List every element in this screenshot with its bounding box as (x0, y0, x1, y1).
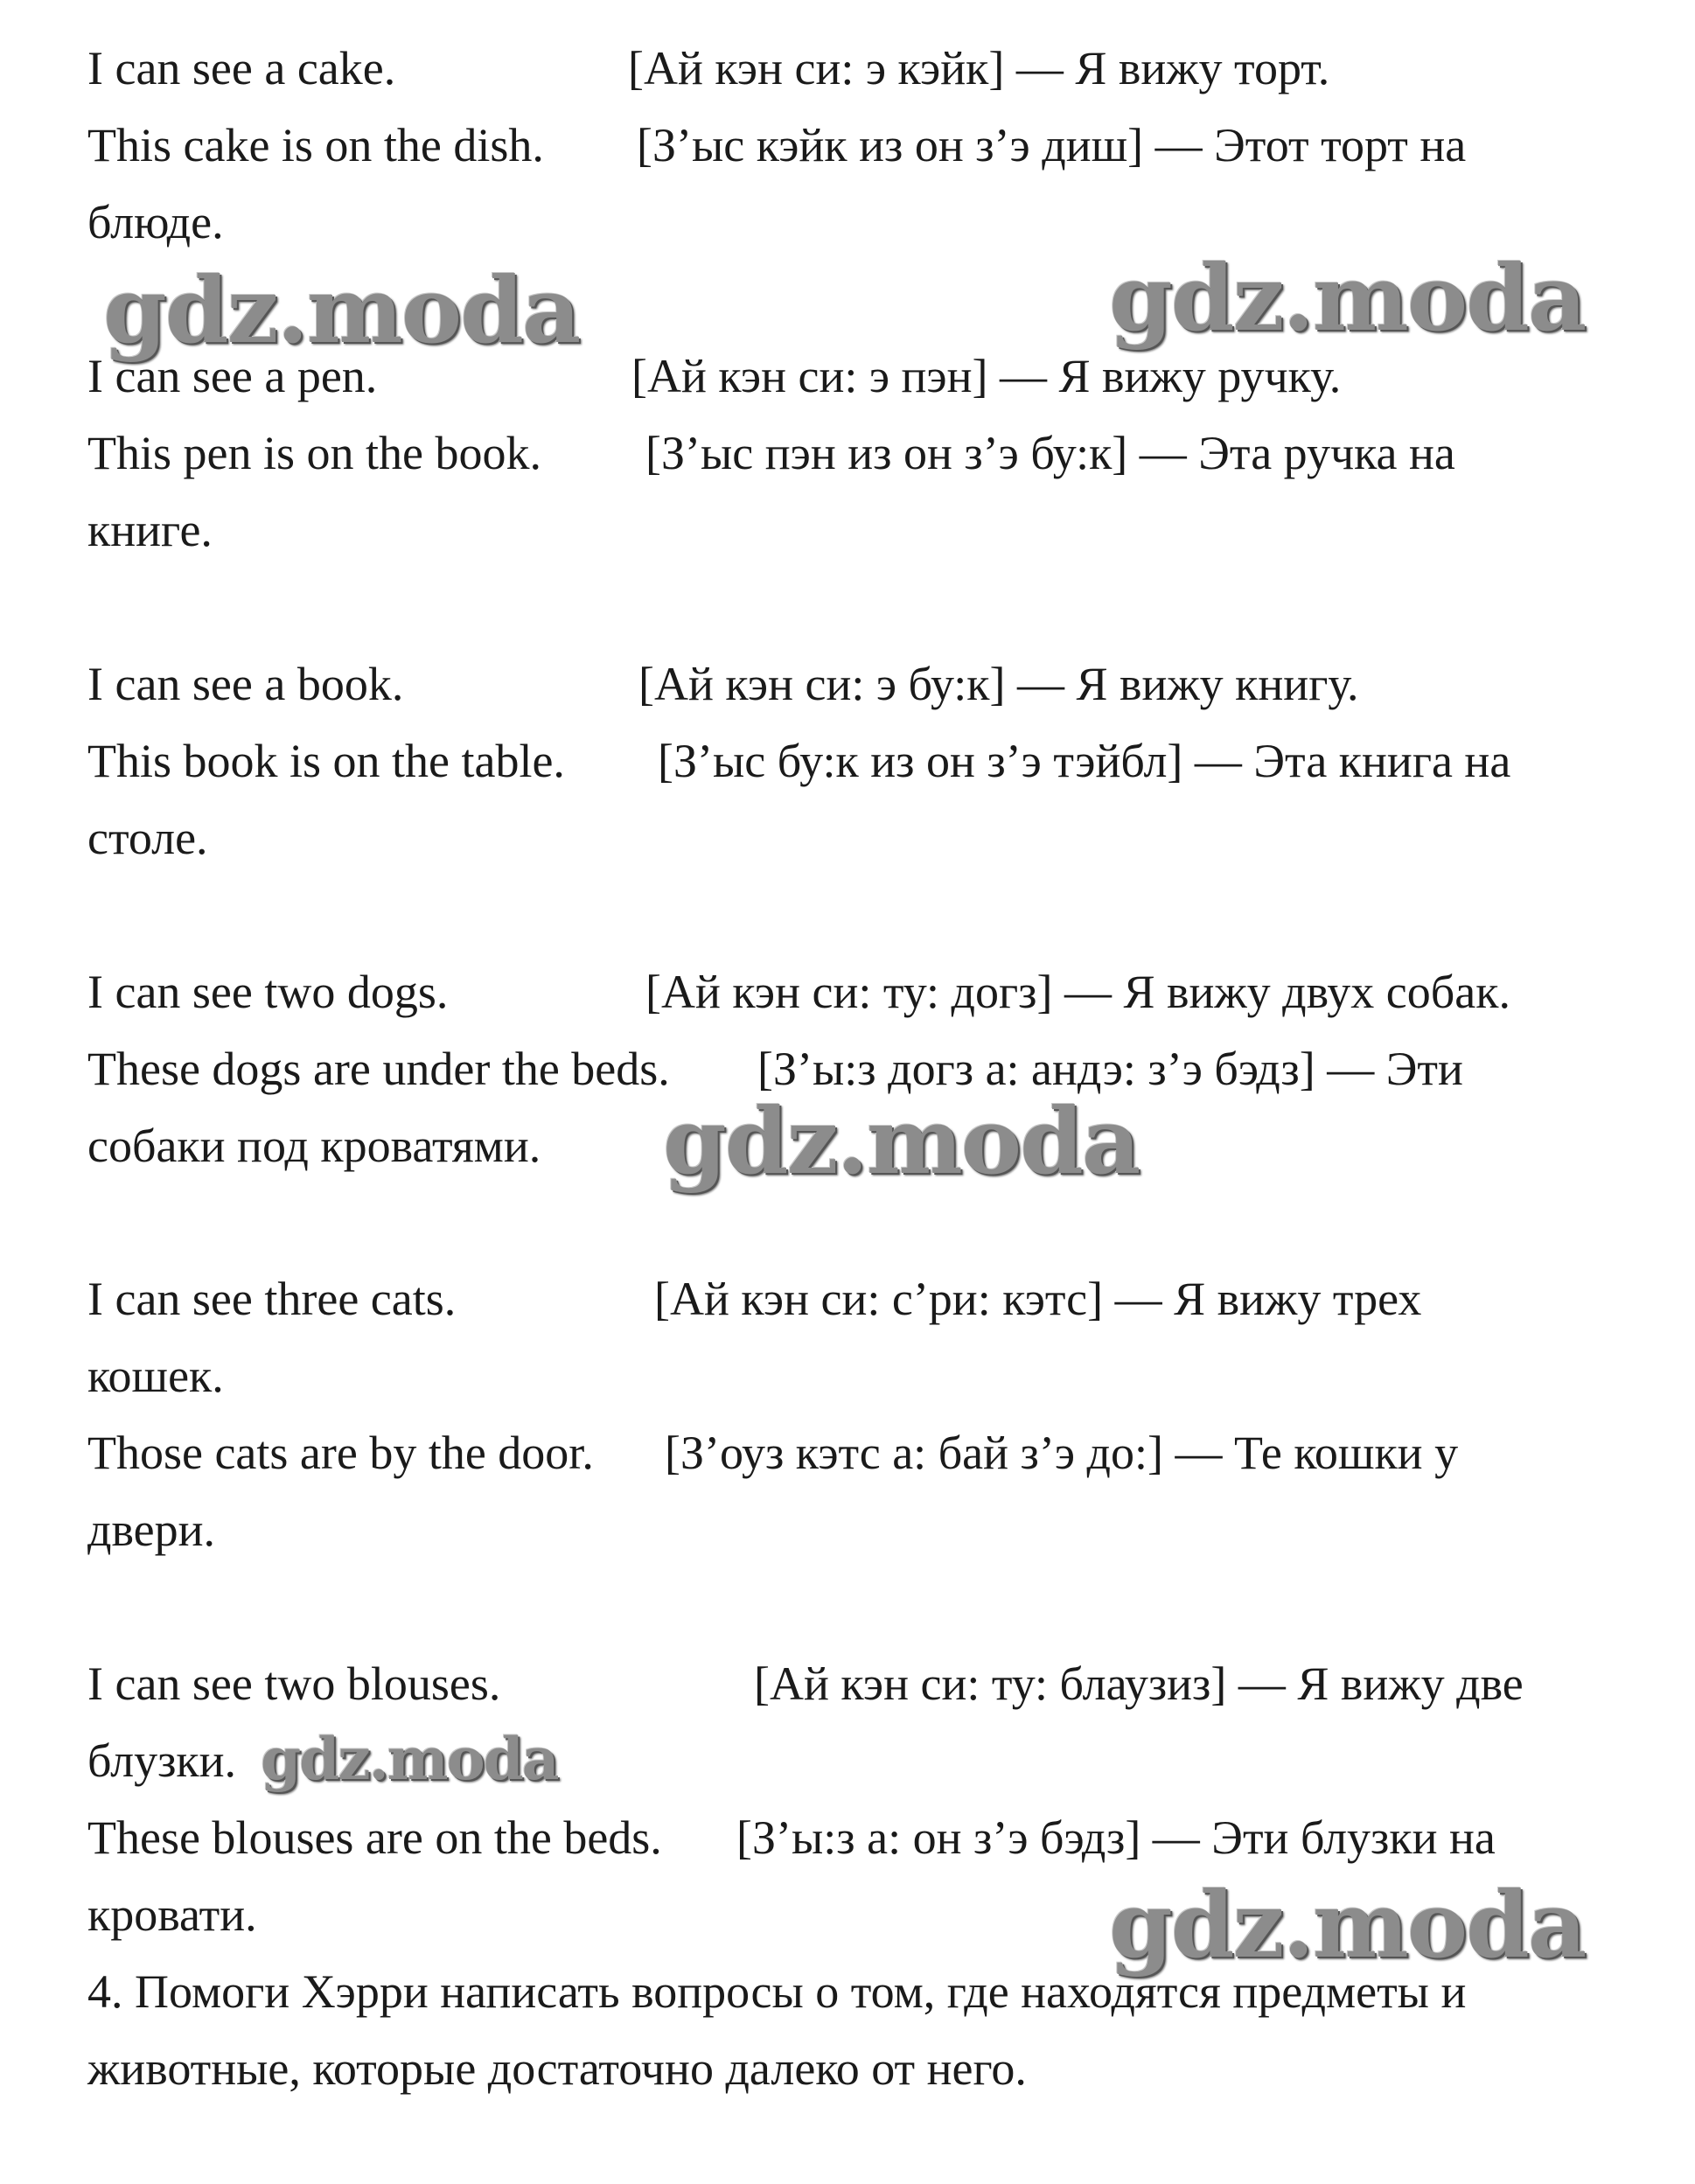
english-sentence: This book is on the table. (87, 735, 565, 787)
transcription: [Ай кэн си: э кэйк] — Я вижу торт. (628, 42, 1330, 94)
translation-continuation: двери. (87, 1504, 216, 1556)
watermark: gdz.moda (1109, 244, 1586, 352)
english-sentence: I can see two dogs. (87, 966, 449, 1018)
translation-continuation: собаки под кроватями. (87, 1120, 541, 1172)
english-sentence: This pen is on the book. (87, 427, 541, 479)
transcription: [Ай кэн си: э пэн] — Я вижу ручку. (631, 350, 1342, 402)
transcription: [Ай кэн си: с’ри: кэтс] — Я вижу трех (654, 1273, 1422, 1325)
watermark: gdz.moda (261, 1725, 558, 1793)
task-heading: 4. Помоги Хэрри написать вопросы о том, где находятся предметы и (87, 1965, 1467, 2018)
transcription: [З’ыс кэйк из он з’э диш] — Этот торт на (637, 119, 1467, 171)
english-sentence: I can see a cake. (87, 42, 396, 94)
watermark: gdz.moda (103, 256, 580, 364)
translation-continuation: столе. (87, 812, 208, 864)
transcription: [Ай кэн си: ту: догз] — Я вижу двух собак. (645, 966, 1510, 1018)
translation-continuation: книге. (87, 504, 213, 556)
english-sentence: I can see a book. (87, 658, 404, 710)
transcription: [Ай кэн си: э бу:к] — Я вижу книгу. (638, 658, 1359, 710)
task-heading-continuation: животные, которые достаточно далеко от него. (87, 2042, 1027, 2095)
transcription: [Ай кэн си: ту: блаузиз] — Я вижу две (754, 1657, 1524, 1710)
english-sentence: I can see two blouses. (87, 1657, 501, 1710)
translation-continuation: блюде. (87, 196, 224, 248)
english-sentence: I can see a pen. (87, 350, 378, 402)
translation-continuation: блузки. (87, 1734, 237, 1787)
watermark: gdz.moda (1109, 1871, 1586, 1978)
transcription: [З’оуз кэтс а: бай з’э до:] — Те кошки у (665, 1427, 1459, 1479)
translation-continuation: кошек. (87, 1350, 224, 1402)
english-sentence: These dogs are under the beds. (87, 1043, 670, 1095)
translation-continuation: кровати. (87, 1888, 257, 1941)
transcription: [З’ы:з догз а: андэ: з’э бэдз] — Эти (757, 1043, 1463, 1095)
transcription: [З’ыс пэн из он з’э бу:к] — Эта ручка на (645, 427, 1455, 479)
english-sentence: I can see three cats. (87, 1273, 457, 1325)
transcription: [З’ы:з а: он з’э бэдз] — Эти блузки на (736, 1811, 1496, 1864)
english-sentence: Those cats are by the door. (87, 1427, 594, 1479)
english-sentence: This cake is on the dish. (87, 119, 544, 171)
watermark: gdz.moda (663, 1087, 1140, 1195)
english-sentence: These blouses are on the beds. (87, 1811, 662, 1864)
transcription: [З’ыс бу:к из он з’э тэйбл] — Эта книга на (658, 735, 1511, 787)
